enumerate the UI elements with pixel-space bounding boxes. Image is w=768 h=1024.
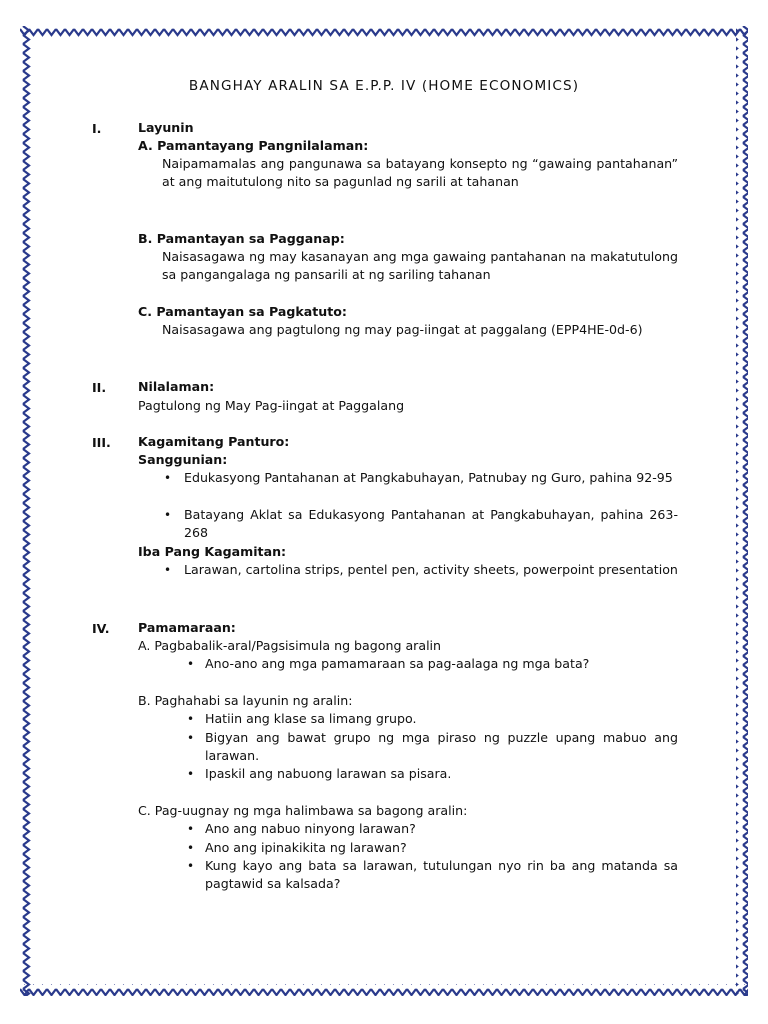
section-number-2: II. [92, 380, 107, 395]
bullet-marker: • [164, 508, 172, 522]
subheading-pangnilalaman: A. Pamantayang Pangnilalaman: [138, 138, 369, 153]
section-number-4: IV. [92, 621, 110, 636]
reference-item: Edukasyong Pantahanan at Pangkabuhayan, Patnubay ng Guro, pahina 92-95 [184, 470, 673, 485]
step-b-item: Hatiin ang klase sa limang grupo. [205, 711, 417, 726]
section-heading-layunin: Layunin [138, 120, 194, 135]
bullet-marker: • [187, 822, 195, 836]
document-title: BANGHAY ARALIN SA E.P.P. IV (HOME ECONOMICS) [188, 78, 580, 94]
bullet-marker: • [187, 657, 195, 671]
bullet-marker: • [164, 471, 172, 485]
paragraph-pangnilalaman: Naipamamalas ang pangunawa sa batayang konsepto ng “gawaing pantahanan” at ang maitutulong nito sa pagunlad ng sarili at tahanan [162, 156, 678, 189]
section-heading-pamamaraan: Pamamaraan: [138, 620, 236, 635]
step-c-item: Ano ang nabuo ninyong larawan? [205, 821, 416, 836]
bullet-marker: • [187, 731, 195, 745]
bullet-marker: • [187, 712, 195, 726]
bullet-marker: • [164, 563, 172, 577]
step-c-item: Ano ang ipinakikita ng larawan? [205, 840, 407, 855]
section-heading-nilalaman: Nilalaman: [138, 379, 215, 394]
section-heading-kagamitan: Kagamitang Panturo: [138, 434, 290, 449]
subheading-pagkatuto: C. Pamantayan sa Pagkatuto: [138, 304, 347, 319]
section-number-1: I. [92, 121, 102, 136]
step-b-item: Bigyan ang bawat grupo ng mga piraso ng puzzle upang mabuo ang larawan. [205, 730, 678, 763]
subheading-pagganap: B. Pamantayan sa Pagganap: [138, 231, 345, 246]
step-b-item: Ipaskil ang nabuong larawan sa pisara. [205, 766, 452, 781]
paragraph-pagkatuto: Naisasagawa ang pagtulong ng may pag-iingat at paggalang (EPP4HE-0d-6) [162, 322, 643, 337]
step-a-item: Ano-ano ang mga pamamaraan sa pag-aalaga ng mga bata? [205, 656, 590, 671]
material-item: Larawan, cartolina strips, pentel pen, activity sheets, powerpoint presentation [184, 562, 678, 577]
section-number-3: III. [92, 435, 111, 450]
nilalaman-text: Pagtulong ng May Pag-iingat at Paggalang [138, 398, 405, 413]
step-c-label: C. Pag-uugnay ng mga halimbawa sa bagong aralin: [138, 803, 468, 818]
subheading-iba-pang-kagamitan: Iba Pang Kagamitan: [138, 544, 287, 559]
bullet-marker: • [187, 767, 195, 781]
step-c-item: Kung kayo ang bata sa larawan, tutulungan nyo rin ba ang matanda sa pagtawid sa kalsada? [205, 858, 678, 891]
paragraph-pagganap: Naisasagawa ng may kasanayan ang mga gawaing pantahanan na makatutulong sa pangangalaga ng pansarili at ng sariling tahanan [162, 249, 678, 282]
step-b-label: B. Paghahabi sa layunin ng aralin: [138, 693, 353, 708]
step-a-label: A. Pagbabalik-aral/Pagsisimula ng bagong aralin [138, 638, 442, 653]
bullet-marker: • [187, 859, 195, 873]
subheading-sanggunian: Sanggunian: [138, 452, 228, 467]
reference-item: Batayang Aklat sa Edukasyong Pantahanan at Pangkabuhayan, pahina 263-268 [184, 507, 678, 540]
bullet-marker: • [187, 841, 195, 855]
